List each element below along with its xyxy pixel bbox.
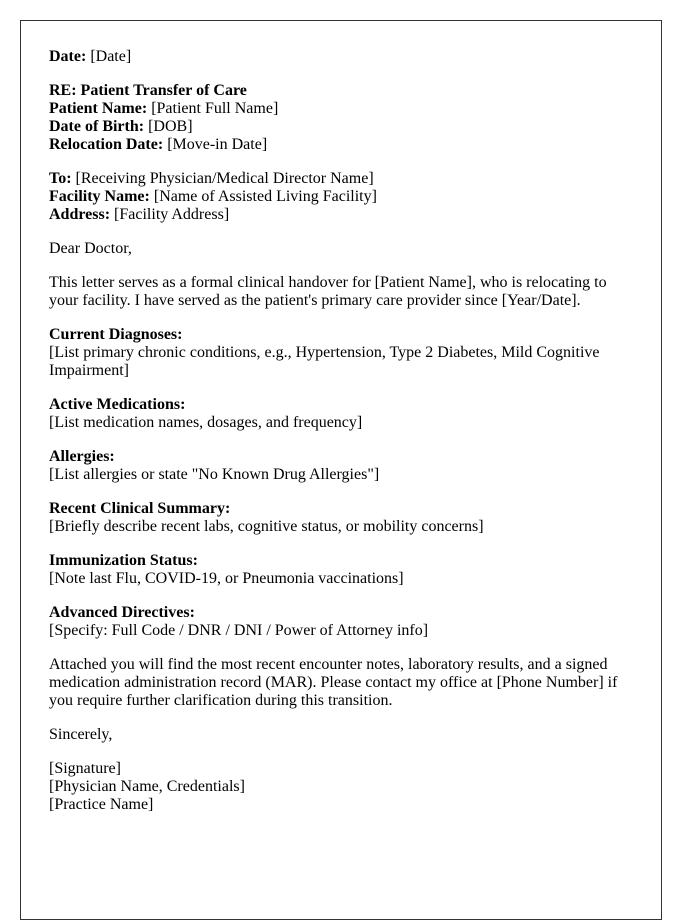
document-viewport [20, 20, 662, 813]
re-subject: RE: Patient Transfer of Care [49, 82, 247, 99]
section-body: [Note last Flu, COVID-19, or Pneumonia vaccinations] [49, 570, 404, 587]
section-heading: Active Medications: [49, 396, 186, 413]
facility-name-label: Facility Name: [49, 188, 150, 205]
section-body: [List primary chronic conditions, e.g., Hypertension, Type 2 Diabetes, Mild Cognitive Impairment] [49, 344, 600, 379]
patient-name-value: [Patient Full Name] [151, 100, 279, 117]
practice-name: [Practice Name] [49, 796, 154, 813]
patient-name-line [49, 100, 633, 118]
section-body: [Specify: Full Code / DNR / DNI / Power of Attorney info] [49, 622, 429, 639]
section-body: [List medication names, dosages, and frequency] [49, 414, 363, 431]
section-heading: Recent Clinical Summary: [49, 500, 231, 517]
recipient-block [49, 170, 633, 224]
section-body: [Briefly describe recent labs, cognitive status, or mobility concerns] [49, 518, 484, 535]
section-recent-clinical-summary [49, 500, 633, 536]
section-allergies [49, 448, 633, 484]
date-line [49, 48, 633, 66]
section-heading: Allergies: [49, 448, 115, 465]
address-value: [Facility Address] [114, 206, 230, 223]
address-line [49, 206, 633, 224]
salutation: Dear Doctor, [49, 240, 132, 257]
intro-paragraph: This letter serves as a formal clinical handover for [Patient Name], who is relocating to your facility. I have served as the patient's primary care provider since [Year/Date]. [49, 274, 607, 309]
facility-name-line [49, 188, 633, 206]
sign-off: Sincerely, [49, 726, 113, 743]
to-line [49, 170, 633, 188]
closing-paragraph: Attached you will find the most recent encounter notes, laboratory results, and a signed medication administration record (MAR). Please contact my office at [Phone Number] if you require further clarification during this transition. [49, 656, 618, 709]
relocation-date-line [49, 136, 633, 154]
relocation-date-value: [Move-in Date] [167, 136, 268, 153]
date-label: Date: [49, 48, 87, 65]
dob-line [49, 118, 633, 136]
section-heading: Immunization Status: [49, 552, 198, 569]
facility-name-value: [Name of Assisted Living Facility] [153, 188, 377, 205]
to-label: To: [49, 170, 72, 187]
transfer-of-care-letter [20, 20, 662, 920]
relocation-date-label: Relocation Date: [49, 136, 164, 153]
signature-block [49, 760, 633, 814]
section-immunization-status [49, 552, 633, 588]
dob-label: Date of Birth: [49, 118, 145, 135]
section-body: [List allergies or state "No Known Drug Allergies"] [49, 466, 380, 483]
to-value: [Receiving Physician/Medical Director Name] [75, 170, 374, 187]
section-active-medications [49, 396, 633, 432]
section-current-diagnoses [49, 326, 633, 380]
patient-name-label: Patient Name: [49, 100, 148, 117]
dob-value: [DOB] [148, 118, 193, 135]
patient-header-block [49, 82, 633, 154]
section-advanced-directives [49, 604, 633, 640]
date-value: [Date] [90, 48, 132, 65]
physician-name-credentials: [Physician Name, Credentials] [49, 778, 245, 795]
section-heading: Current Diagnoses: [49, 326, 183, 343]
signature-placeholder: [Signature] [49, 760, 121, 777]
section-heading: Advanced Directives: [49, 604, 195, 621]
address-label: Address: [49, 206, 111, 223]
